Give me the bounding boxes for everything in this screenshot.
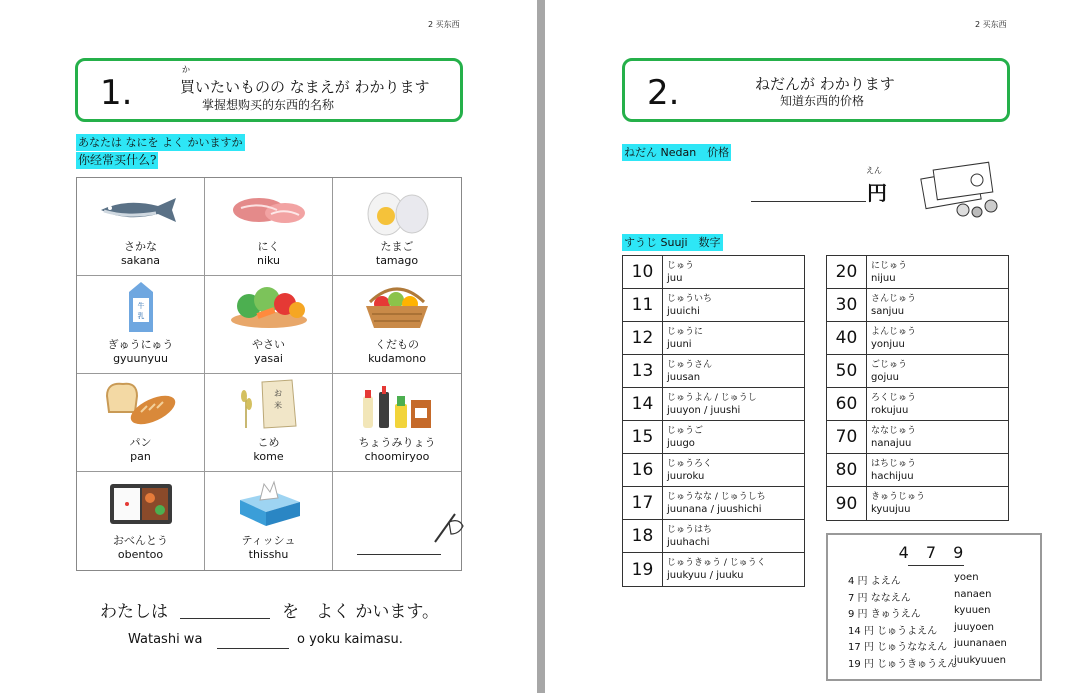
item-kana: くだもの bbox=[375, 338, 419, 351]
item-cell-vegetables bbox=[205, 276, 333, 374]
box-row-label: 4 円 よえん bbox=[848, 576, 901, 587]
number-digits: 40 bbox=[827, 322, 867, 354]
number-romaji: rokujuu bbox=[871, 405, 909, 416]
number-reading bbox=[663, 355, 804, 387]
vegetables-icon bbox=[227, 282, 311, 330]
item-cell-bread bbox=[77, 374, 205, 472]
page-label: 2 买东西 bbox=[975, 20, 1007, 29]
number-digits: 50 bbox=[827, 355, 867, 387]
number-reading bbox=[867, 289, 1008, 321]
item-kana: さかな bbox=[124, 240, 157, 253]
number-reading bbox=[867, 421, 1008, 453]
number-kana: よんじゅう bbox=[871, 327, 917, 337]
money-icon bbox=[917, 160, 1007, 222]
number-digits: 17 bbox=[623, 487, 663, 519]
number-digits: 15 bbox=[623, 421, 663, 453]
bag-text-1: お bbox=[273, 389, 282, 398]
number-digits: 70 bbox=[827, 421, 867, 453]
number-romaji: juuroku bbox=[667, 471, 705, 482]
right-page bbox=[545, 0, 1080, 693]
number-digits: 10 bbox=[623, 256, 663, 288]
item-kana: にく bbox=[257, 240, 280, 253]
shopping-items-grid bbox=[76, 177, 462, 571]
item-kana: たまご bbox=[380, 240, 414, 253]
number-reading bbox=[663, 388, 804, 420]
number-kana: ごじゅう bbox=[871, 360, 908, 370]
number-reading bbox=[867, 355, 1008, 387]
item-cell-fruit bbox=[333, 276, 461, 374]
number-reading bbox=[663, 289, 804, 321]
number-row bbox=[827, 487, 1008, 520]
item-romaji: gyuunyuu bbox=[113, 352, 168, 365]
section-title-box bbox=[75, 58, 463, 122]
box-row-label: 14 円 じゅうよえん bbox=[848, 625, 938, 637]
tissue-icon bbox=[234, 478, 304, 528]
number-row bbox=[623, 256, 804, 289]
item-romaji: yasai bbox=[254, 352, 283, 365]
section-title-cn: 掌握想购买的东西的名称 bbox=[202, 98, 335, 112]
yen-ruby: えん bbox=[866, 166, 882, 175]
number-row bbox=[623, 388, 804, 421]
numbers-table-left bbox=[622, 255, 805, 587]
section-title-jp: 買いたいものの なまえが わかります bbox=[180, 78, 430, 96]
item-romaji: choomiryoo bbox=[364, 450, 430, 463]
number-digits: 80 bbox=[827, 454, 867, 486]
number-digits: 13 bbox=[623, 355, 663, 387]
number-kana: ななじゅう bbox=[871, 426, 917, 436]
item-cell-milk bbox=[77, 276, 205, 374]
item-romaji: tamago bbox=[375, 254, 419, 267]
item-romaji: thisshu bbox=[248, 548, 289, 561]
number-kana: にじゅう bbox=[871, 261, 908, 271]
number-row bbox=[827, 421, 1008, 454]
number-reading bbox=[663, 487, 804, 519]
number-romaji: kyuujuu bbox=[871, 504, 911, 515]
sentence-romaji-end: o yoku kaimasu. bbox=[297, 632, 403, 647]
box-row-romaji: kyuuen bbox=[954, 605, 991, 616]
number-row bbox=[623, 355, 804, 388]
number-row bbox=[827, 355, 1008, 388]
egg-icon bbox=[362, 190, 432, 236]
number-romaji: juuyon / juushi bbox=[667, 405, 741, 416]
fish-icon bbox=[96, 190, 186, 230]
item-kana: ぎゅうにゅう bbox=[107, 338, 174, 351]
number-reading bbox=[663, 256, 804, 288]
write-in-line[interactable] bbox=[357, 554, 441, 555]
sentence-romaji-start: Watashi wa bbox=[128, 632, 203, 647]
number-row bbox=[827, 289, 1008, 322]
box-row-label: 7 円 ななえん bbox=[848, 592, 911, 604]
carton-text-1: 牛 bbox=[137, 302, 144, 310]
box-row-romaji: nanaen bbox=[954, 588, 992, 600]
number-romaji: gojuu bbox=[871, 372, 899, 383]
numbers-table-right bbox=[826, 255, 1009, 521]
number-row bbox=[827, 256, 1008, 289]
number-romaji: juuni bbox=[667, 339, 692, 350]
number-row bbox=[623, 520, 804, 553]
number-row bbox=[827, 454, 1008, 487]
number-romaji: juunana / juushichi bbox=[667, 504, 762, 515]
number-row bbox=[623, 289, 804, 322]
left-page bbox=[0, 0, 537, 693]
number-reading bbox=[663, 421, 804, 453]
question-cn: 你经常买什么? bbox=[78, 153, 157, 167]
section-title-jp: ねだんが わかります bbox=[755, 75, 895, 93]
number-digits: 14 bbox=[623, 388, 663, 420]
item-cell-bento bbox=[77, 472, 205, 570]
item-cell-fish bbox=[77, 178, 205, 276]
number-kana: じゅうさん bbox=[667, 360, 713, 370]
number-reading bbox=[867, 487, 1008, 520]
number-romaji: yonjuu bbox=[871, 339, 905, 350]
item-kana: ちょうみりょう bbox=[358, 436, 436, 449]
number-digits: 90 bbox=[827, 487, 867, 520]
price-label: ねだん Nedan 价格 bbox=[624, 146, 730, 159]
item-cell-meat bbox=[205, 178, 333, 276]
pencil-hand-icon bbox=[431, 508, 465, 546]
box-row-label: 9 円 きゅうえん bbox=[848, 609, 921, 620]
number-kana: じゅうに bbox=[667, 327, 704, 337]
item-romaji: obentoo bbox=[117, 548, 164, 561]
item-romaji: niku bbox=[256, 254, 281, 267]
box-row-label: 19 円 じゅうきゅうえん bbox=[848, 658, 958, 670]
number-reading bbox=[867, 388, 1008, 420]
number-kana: じゅうご bbox=[667, 426, 704, 436]
number-romaji: nijuu bbox=[871, 273, 896, 284]
item-kana: おべんとう bbox=[113, 534, 168, 547]
number-romaji: juuhachi bbox=[667, 537, 710, 548]
milk-icon bbox=[121, 280, 161, 334]
item-cell-seasoning bbox=[333, 374, 461, 472]
number-digits: 16 bbox=[623, 454, 663, 486]
page-label: 2 买东西 bbox=[428, 20, 460, 29]
title-ruby: か bbox=[182, 65, 190, 74]
bag-text-2: 米 bbox=[273, 401, 282, 410]
box-row-romaji: juukyuuen bbox=[954, 654, 1006, 666]
number-kana: さんじゅう bbox=[871, 294, 917, 304]
item-cell-blank[interactable] bbox=[333, 472, 461, 570]
number-romaji: sanjuu bbox=[871, 306, 905, 317]
carton-text-2: 乳 bbox=[137, 312, 144, 320]
number-romaji: hachijuu bbox=[871, 471, 914, 482]
price-write-line[interactable] bbox=[751, 201, 866, 202]
number-digits: 19 bbox=[623, 553, 663, 586]
number-romaji: juugo bbox=[667, 438, 695, 449]
section-number: 2. bbox=[647, 73, 680, 113]
number-reading bbox=[867, 322, 1008, 354]
number-kana: じゅうなな / じゅうしち bbox=[667, 492, 766, 502]
box-title-underline bbox=[908, 565, 964, 566]
box-row-romaji: yoen bbox=[954, 572, 979, 583]
number-kana: ろくじゅう bbox=[871, 393, 917, 403]
number-reading bbox=[663, 553, 804, 586]
sentence-blank-romaji[interactable] bbox=[217, 648, 289, 649]
meat-icon bbox=[229, 190, 309, 230]
number-kana: きゅうじゅう bbox=[871, 492, 926, 502]
box-row-romaji: juuyoen bbox=[954, 621, 994, 633]
box-row-label: 17 円 じゅうななえん bbox=[848, 642, 948, 653]
seasoning-icon bbox=[357, 376, 437, 430]
number-reading bbox=[663, 322, 804, 354]
number-kana: じゅういち bbox=[667, 294, 713, 304]
number-row bbox=[623, 487, 804, 520]
sentence-blank-jp[interactable] bbox=[180, 618, 270, 619]
number-row bbox=[623, 553, 804, 586]
item-cell-egg bbox=[333, 178, 461, 276]
number-romaji: juusan bbox=[667, 372, 701, 383]
numbers-label: すうじ Suuji 数字 bbox=[624, 236, 721, 249]
number-row bbox=[623, 421, 804, 454]
number-row bbox=[623, 322, 804, 355]
number-kana: はちじゅう bbox=[871, 459, 917, 469]
item-romaji: kome bbox=[253, 450, 284, 463]
question-jp: あなたは なにを よく かいますか bbox=[78, 136, 243, 149]
number-kana: じゅうろく bbox=[667, 459, 713, 469]
fruit-basket-icon bbox=[362, 280, 432, 332]
item-kana: こめ bbox=[257, 436, 280, 449]
bread-icon bbox=[101, 378, 181, 428]
number-romaji: juu bbox=[667, 273, 683, 284]
number-digits: 11 bbox=[623, 289, 663, 321]
number-row bbox=[827, 388, 1008, 421]
item-kana: ティッシュ bbox=[241, 534, 296, 547]
price-reading-box bbox=[826, 533, 1042, 681]
number-row bbox=[623, 454, 804, 487]
number-kana: じゅう bbox=[667, 261, 695, 271]
number-reading bbox=[663, 454, 804, 486]
number-kana: じゅうよん / じゅうし bbox=[667, 393, 757, 403]
bento-icon bbox=[106, 478, 176, 528]
rice-bag-icon bbox=[234, 378, 304, 430]
number-reading bbox=[867, 256, 1008, 288]
number-romaji: juuichi bbox=[667, 306, 700, 317]
item-kana: やさい bbox=[252, 338, 285, 351]
box-title: 4 7 9 bbox=[898, 543, 970, 562]
item-romaji: sakana bbox=[120, 254, 161, 267]
number-digits: 12 bbox=[623, 322, 663, 354]
number-romaji: nanajuu bbox=[871, 438, 912, 449]
number-kana: じゅうはち bbox=[667, 525, 713, 535]
section-title-box bbox=[622, 58, 1010, 122]
sentence-jp-end: を よく かいます。 bbox=[282, 602, 440, 622]
item-romaji: kudamono bbox=[368, 352, 426, 365]
number-reading bbox=[867, 454, 1008, 486]
section-title-cn: 知道东西的价格 bbox=[780, 94, 865, 108]
number-reading bbox=[663, 520, 804, 552]
sentence-jp-start: わたしは bbox=[100, 602, 168, 622]
item-cell-tissue bbox=[205, 472, 333, 570]
yen-symbol: 円 bbox=[867, 181, 887, 205]
item-romaji: pan bbox=[130, 450, 151, 463]
number-digits: 60 bbox=[827, 388, 867, 420]
number-digits: 30 bbox=[827, 289, 867, 321]
box-row-romaji: juunanaen bbox=[954, 638, 1007, 649]
number-digits: 18 bbox=[623, 520, 663, 552]
number-kana: じゅうきゅう / じゅうく bbox=[667, 558, 766, 568]
item-kana: パン bbox=[129, 436, 152, 449]
number-digits: 20 bbox=[827, 256, 867, 288]
number-romaji: juukyuu / juuku bbox=[667, 570, 744, 581]
item-cell-rice bbox=[205, 374, 333, 472]
section-number: 1. bbox=[100, 73, 133, 113]
number-row bbox=[827, 322, 1008, 355]
